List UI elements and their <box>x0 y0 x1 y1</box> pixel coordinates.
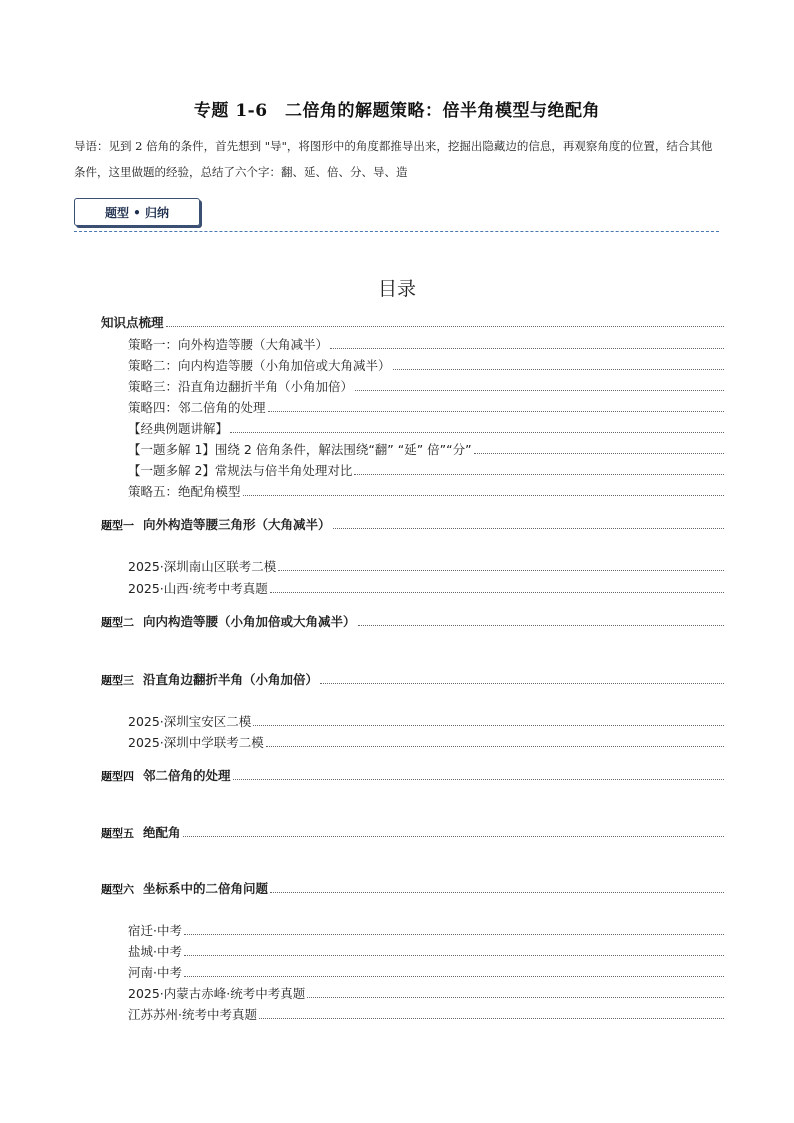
toc-entry-item[interactable]: 江苏苏州·统考中考真题 <box>128 1003 724 1023</box>
toc-entry-type[interactable]: 题型一 向外构造等腰三角形（大角减半） <box>101 513 724 533</box>
toc-entry-strategy[interactable]: 策略三：沿直角边翻折半角（小角加倍） <box>128 375 724 395</box>
toc-entry-type[interactable]: 题型三 沿直角边翻折半角（小角加倍） <box>101 668 724 688</box>
toc-entry-knowledge[interactable]: 知识点梳理 <box>101 311 724 331</box>
toc-entry-strategy[interactable]: 【一题多解 2】常规法与倍半角处理对比 <box>128 459 724 479</box>
toc-entry-item[interactable]: 宿迁·中考 <box>128 919 724 939</box>
type-badge: 题型六 <box>101 883 134 896</box>
toc-entry-strategy[interactable]: 【一题多解 1】围绕 2 倍角条件，解法围绕“翻” “延” 倍”“分” <box>128 438 724 458</box>
toc-entry-item[interactable]: 河南·中考 <box>128 961 724 981</box>
type-badge: 题型二 <box>101 616 134 629</box>
toc-entry-item[interactable]: 2025·深圳中学联考二模 <box>128 731 724 751</box>
toc-entry-type[interactable]: 题型五 绝配角 <box>101 821 724 841</box>
toc-entry-strategy[interactable]: 策略一：向外构造等腰（大角减半） <box>128 333 724 353</box>
toc-entry-type[interactable]: 题型四 邻二倍角的处理 <box>101 764 724 784</box>
toc-entry-item[interactable]: 盐城·中考 <box>128 940 724 960</box>
toc-entry-item[interactable]: 2025·深圳宝安区二模 <box>128 710 724 730</box>
toc-entry-strategy[interactable]: 策略四：邻二倍角的处理 <box>128 396 724 416</box>
page-title: 专题 1-6 二倍角的解题策略：倍半角模型与绝配角 <box>193 101 601 121</box>
type-badge: 题型四 <box>101 770 134 783</box>
section-tag: 题型 • 归纳 <box>74 198 200 226</box>
type-badge: 题型五 <box>101 827 134 840</box>
intro-paragraph: 导语：见到 2 倍角的条件，首先想到 "导"，将图形中的角度都推导出来，挖掘出隐藏边的信息，再观察角度的位置，结合其他条件，这里做题的经验，总结了六个字：翻、延、倍、分、导、造 <box>74 139 713 179</box>
toc-entry-type[interactable]: 题型二 向内构造等腰（小角加倍或大角减半） <box>101 610 724 630</box>
toc-title: 目录 <box>377 278 416 300</box>
toc-entry-strategy[interactable]: 策略五：绝配角模型 <box>128 480 724 500</box>
toc-entry-strategy[interactable]: 策略二：向内构造等腰（小角加倍或大角减半） <box>128 354 724 374</box>
toc-entry-item[interactable]: 2025·山西·统考中考真题 <box>128 577 724 597</box>
toc-entry-item[interactable]: 2025·深圳南山区联考二模 <box>128 555 724 575</box>
type-badge: 题型一 <box>101 519 134 532</box>
toc-entry-strategy[interactable]: 【经典例题讲解】 <box>128 417 724 437</box>
toc-entry-item[interactable]: 2025·内蒙古赤峰·统考中考真题 <box>128 982 724 1002</box>
toc-entry-type[interactable]: 题型六 坐标系中的二倍角问题 <box>101 877 724 897</box>
type-badge: 题型三 <box>101 674 134 687</box>
